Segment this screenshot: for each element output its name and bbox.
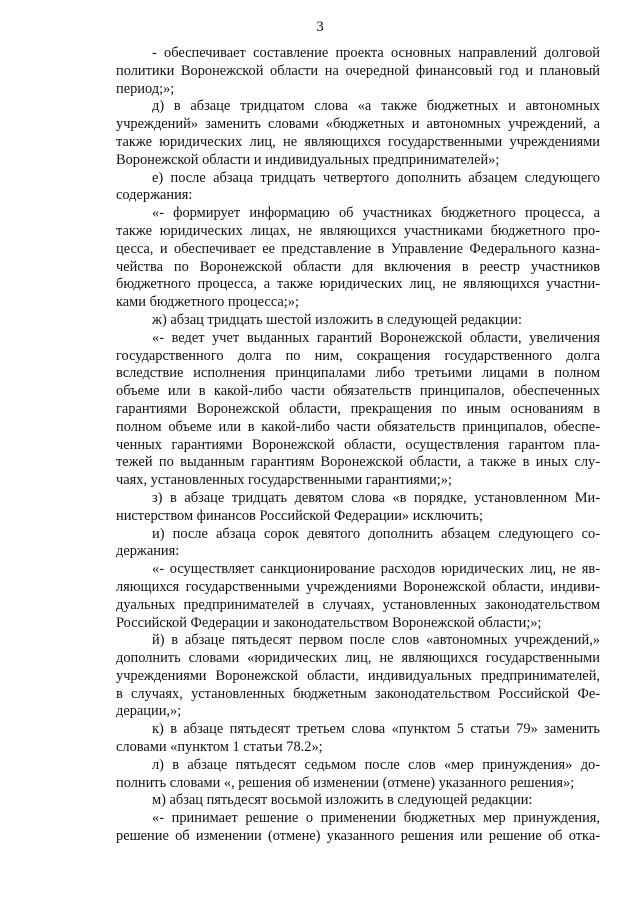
text-line: Воронежской области и индивидуальных предпринимателей»; xyxy=(116,151,500,168)
page-number: 3 xyxy=(316,19,324,35)
text-line: бюджетного процесса, а также юридических лиц, не являющихся участни- xyxy=(116,276,600,293)
text-line: дуальных предпринимателей в случаях, установленных законодательством xyxy=(116,596,600,613)
text-line: ченных гарантиями Воронежской области, осуществления гарантом пла- xyxy=(116,436,600,453)
text-line: тежей по выданным гарантиям Воронежской области, а также в иных слу- xyxy=(116,454,600,471)
text-line: дерации,»; xyxy=(116,703,182,720)
text-line: государственного долга по ним, сокращения государственного долга xyxy=(116,347,600,364)
text-line: учреждений» заменить словами «бюджетных и автономных учреждений, а xyxy=(116,116,600,133)
text-line: Российской Федерации и законодательством Воронежской области;»; xyxy=(116,614,542,631)
text-line: «- ведет учет выданных гарантий Воронежской области, увеличения xyxy=(152,329,600,346)
text-line: решение об изменении (отмене) указанного решения или решение об отка- xyxy=(116,828,600,845)
text-line: полном объеме или в какой-либо части обязательств принципалов, обеспе- xyxy=(116,418,600,435)
text-line: «- принимает решение о применении бюджетных мер принуждения, xyxy=(152,810,600,827)
text-line: также юридических лицах, не являющихся участниками бюджетного про- xyxy=(116,222,600,239)
text-line: дополнить словами «юридических лиц, не являющихся государственными xyxy=(116,650,600,667)
text-line: объеме или в какой-либо части обязательств принципалов, обеспеченных xyxy=(116,383,600,400)
text-line: е) после абзаца тридцать четвертого дополнить абзацем следующего xyxy=(152,169,600,186)
text-line: ками бюджетного процесса;»; xyxy=(116,294,299,311)
text-line: держания: xyxy=(116,543,180,560)
text-line: чаях, установленных государственными гарантиями;»; xyxy=(116,472,452,489)
text-line: к) в абзаце пятьдесят третьем слова «пунктом 5 статьи 79» заменить xyxy=(152,721,600,738)
text-line: также юридических лиц, не являющихся государственными учреждениями xyxy=(116,133,600,150)
text-line: л) в абзаце пятьдесят седьмом после слов «мер принуждения» до- xyxy=(152,756,600,773)
text-line: и) после абзаца сорок девятого дополнить абзацем следующего со- xyxy=(152,525,600,542)
text-line: ж) абзац тридцать шестой изложить в следующей редакции: xyxy=(152,311,522,328)
text-line: - обеспечивает составление проекта основных направлений долговой xyxy=(152,45,600,61)
text-line: д) в абзаце тридцатом слова «а также бюджетных и автономных xyxy=(152,98,600,115)
text-line: «- формирует информацию об участниках бюджетного процесса, а xyxy=(152,205,600,222)
text-line: нистерством финансов Российской Федерации» исключить; xyxy=(116,507,483,524)
text-line: словами «пунктом 1 статьи 78.2»; xyxy=(116,739,323,756)
text-line: чейства по Воронежской области для включения в реестр участников xyxy=(116,258,600,275)
text-line: «- осуществляет санкционирование расходов юридических лиц, не яв- xyxy=(152,561,600,578)
text-line: й) в абзаце пятьдесят первом после слов «автономных учреждений,» xyxy=(152,632,600,649)
text-line: полнить словами «, решения об изменении (отмене) указанного решения»; xyxy=(116,774,575,791)
text-line: ляющихся государственными учреждениями Воронежской области, индиви- xyxy=(116,578,600,595)
text-line: учреждениями Воронежской области, индивидуальных предпринимателей, xyxy=(116,667,600,684)
text-line: м) абзац пятьдесят восьмой изложить в следующей редакции: xyxy=(152,792,533,809)
text-line: содержания: xyxy=(116,187,193,204)
text-line: з) в абзаце тридцать девятом слова «в порядке, установленном Ми- xyxy=(152,489,600,506)
text-line: вследствие исполнения принципалами либо третьими лицами в полном xyxy=(116,365,600,382)
text-line: гарантиями Воронежской области, прекращения по иным основаниям в xyxy=(116,400,600,417)
text-line: цесса, и обеспечивает ее представление в Управление Федерального казна- xyxy=(116,240,600,257)
text-line: политики Воронежской области на очередной финансовый год и плановый xyxy=(116,62,600,79)
text-line: в случаях, установленных бюджетным законодательством Российской Фе- xyxy=(116,685,600,702)
document-body xyxy=(116,45,600,846)
text-line: период;»; xyxy=(116,80,175,97)
